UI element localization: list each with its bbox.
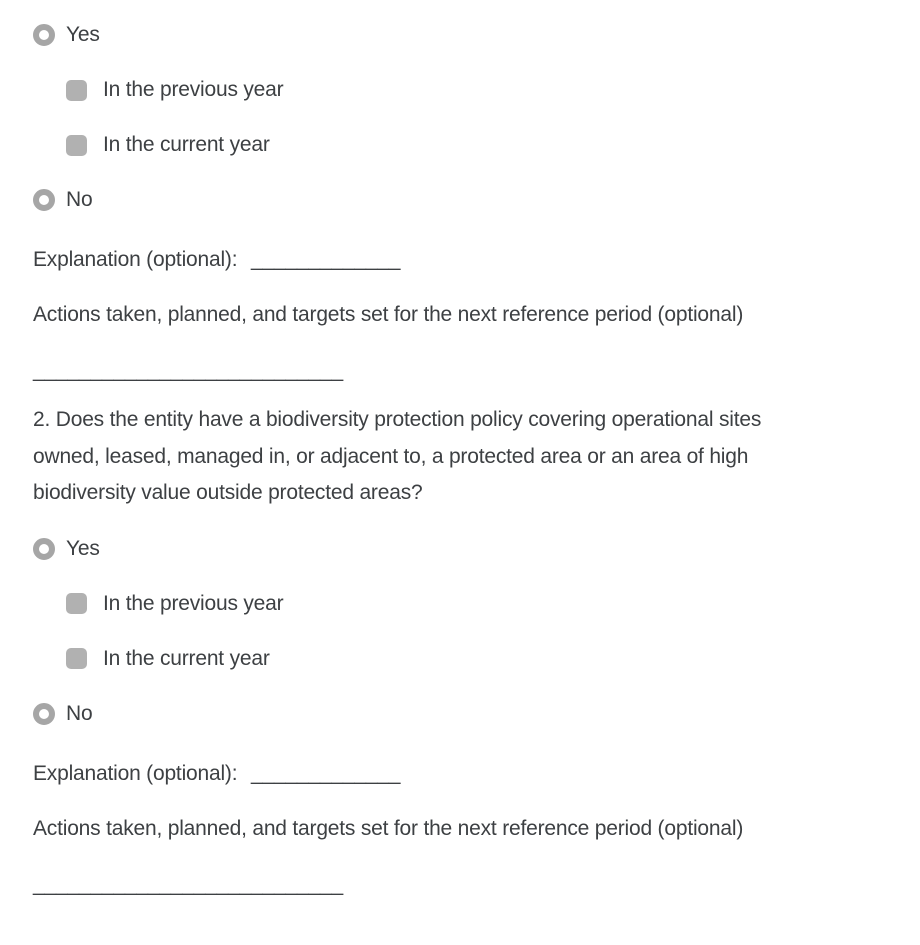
q2-no-label: No (66, 701, 93, 725)
q2-actions-label: Actions taken, planned, and targets set for the next reference period (optional) (33, 816, 744, 840)
q2-no-radio[interactable] (33, 703, 55, 725)
q2-previous-year-label: In the previous year (103, 591, 284, 615)
question-2-line-1: 2. Does the entity have a biodiversity protection policy covering operational sites (33, 408, 762, 431)
question-2-section (33, 402, 920, 898)
q2-yes-option (33, 537, 920, 561)
q2-current-year-checkbox[interactable] (66, 648, 87, 669)
q2-current-year-label: In the current year (103, 646, 270, 670)
q1-yes-radio[interactable] (33, 24, 55, 46)
q1-actions-blank-line (33, 358, 920, 384)
q1-explanation-blank-field[interactable]: _____________ (251, 248, 401, 271)
q1-explanation-label: Explanation (optional): (33, 248, 238, 271)
q1-previous-year-label: In the previous year (103, 78, 284, 101)
q1-actions-label: Actions taken, planned, and targets set for the next reference period (optional) (33, 303, 744, 326)
q2-actions-blank-field[interactable]: ___________________________ (33, 872, 343, 896)
question-2-line-3: biodiversity value outside protected areas? (33, 481, 423, 504)
q2-previous-year-checkbox[interactable] (66, 593, 87, 614)
q2-actions-blank-line (33, 872, 920, 898)
q1-yes-option (33, 23, 920, 47)
q1-actions-blank-field[interactable]: ___________________________ (33, 359, 343, 382)
q2-previous-year-option (33, 592, 920, 616)
question-1-section (33, 23, 920, 384)
q1-previous-year-checkbox[interactable] (66, 80, 87, 101)
q2-explanation-label: Explanation (optional): (33, 761, 238, 785)
q1-no-radio[interactable] (33, 189, 55, 211)
q2-current-year-option (33, 647, 920, 671)
q2-yes-label: Yes (66, 536, 100, 560)
q1-no-option (33, 188, 920, 212)
q1-current-year-option (33, 133, 920, 157)
questionnaire (0, 23, 920, 898)
q1-current-year-label: In the current year (103, 133, 270, 156)
q1-previous-year-option (33, 78, 920, 102)
q1-yes-label: Yes (66, 23, 100, 46)
q1-current-year-checkbox[interactable] (66, 135, 87, 156)
question-2-line-2: owned, leased, managed in, or adjacent to, a protected area or an area of high (33, 444, 749, 468)
q1-explanation-line (33, 247, 920, 273)
q2-no-option (33, 702, 920, 726)
question-2-text (33, 402, 920, 512)
q2-explanation-line (33, 761, 920, 787)
q2-yes-radio[interactable] (33, 538, 55, 560)
q1-no-label: No (66, 188, 93, 211)
q2-explanation-blank-field[interactable]: _____________ (251, 761, 401, 785)
